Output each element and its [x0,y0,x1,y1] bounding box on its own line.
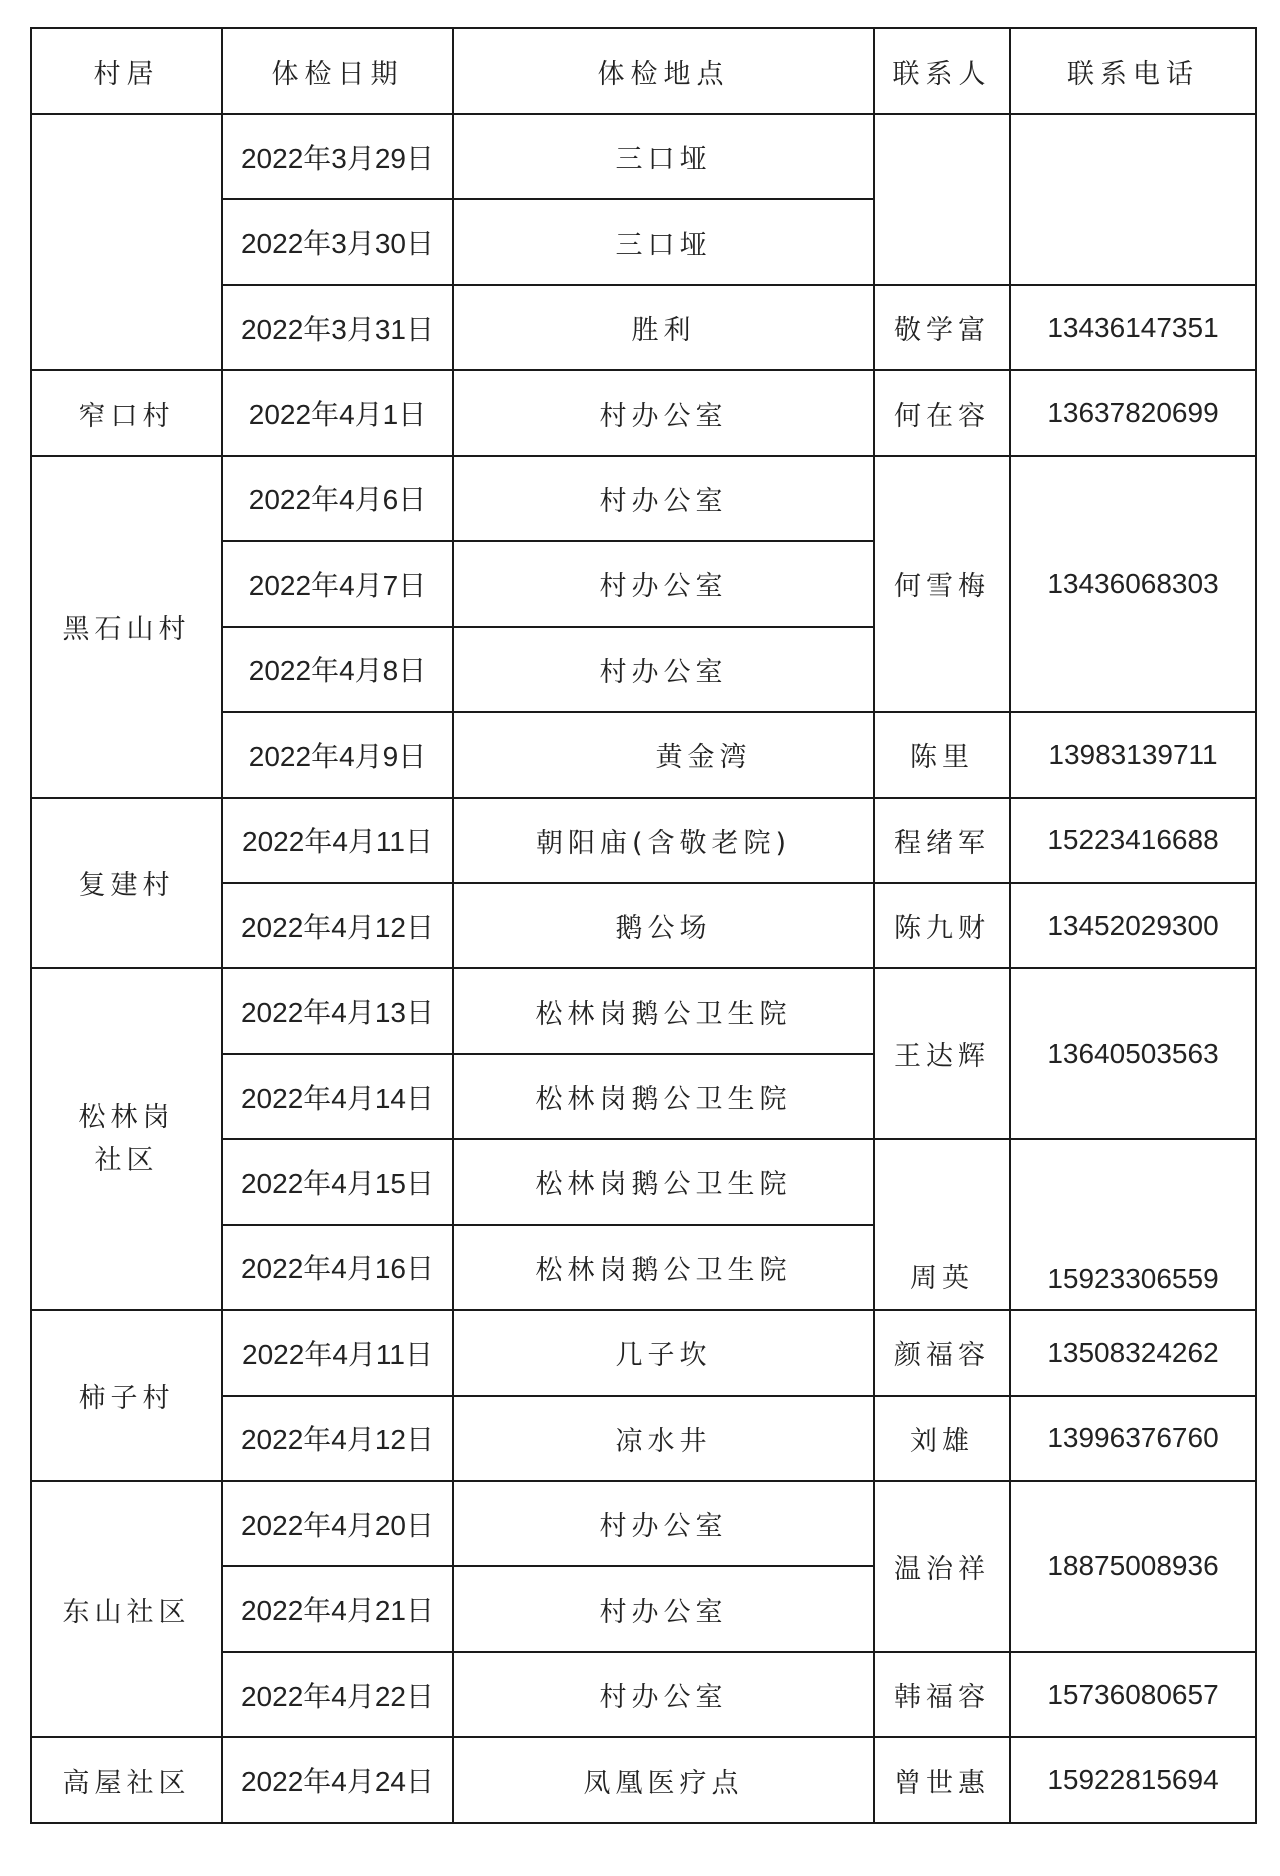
date-cell: 2022年3月29日 [222,114,453,199]
phone-cell-empty [1010,114,1256,285]
contact-cell: 何雪梅 [874,456,1010,712]
contact-cell: 韩福容 [874,1652,1010,1737]
date-cell: 2022年3月31日 [222,285,453,370]
date-cell: 2022年4月20日 [222,1481,453,1566]
contact-cell: 敬学富 [874,285,1010,370]
place-cell: 村办公室 [453,1566,874,1651]
table-row [31,1737,1256,1823]
phone-cell: 13436068303 [1010,456,1256,712]
phone-cell: 15223416688 [1010,798,1256,883]
place-cell: 黄金湾 [453,712,874,797]
place-cell: 三口垭 [453,114,874,199]
contact-cell: 王达辉 [874,968,1010,1139]
place-cell: 村办公室 [453,1652,874,1737]
phone-cell: 13640503563 [1010,968,1256,1139]
place-cell: 三口垭 [453,199,874,284]
place-cell: 凉水井 [453,1396,874,1481]
place-cell: 凤凰医疗点 [453,1737,874,1823]
date-cell: 2022年4月21日 [222,1566,453,1651]
date-cell: 2022年4月16日 [222,1225,453,1310]
table-row [31,1310,1256,1395]
phone-cell: 13436147351 [1010,285,1256,370]
header-row [31,28,1256,114]
place-cell: 村办公室 [453,456,874,541]
header-contact: 联系人 [874,28,1010,114]
phone-cell: 18875008936 [1010,1481,1256,1652]
village-cell-empty [31,114,222,370]
contact-cell: 程绪军 [874,798,1010,883]
village-cell [31,968,222,1310]
date-cell: 2022年4月14日 [222,1054,453,1139]
date-cell: 2022年4月8日 [222,627,453,712]
date-cell: 2022年3月30日 [222,199,453,284]
place-cell: 鹅公场 [453,883,874,968]
contact-cell: 周英 [874,1139,1010,1310]
place-cell: 松林岗鹅公卫生院 [453,1139,874,1224]
village-cell: 黑石山村 [31,456,222,798]
place-cell: 村办公室 [453,627,874,712]
place-cell: 朝阳庙(含敬老院) [453,798,874,883]
date-cell: 2022年4月15日 [222,1139,453,1224]
table-row [31,798,1256,883]
contact-cell: 陈九财 [874,883,1010,968]
contact-cell: 温治祥 [874,1481,1010,1652]
phone-cell: 13996376760 [1010,1396,1256,1481]
village-line: 松林岗 [78,1102,175,1134]
table-row [31,968,1256,1053]
village-cell: 复建村 [31,798,222,969]
contact-cell: 何在容 [874,370,1010,455]
phone-cell: 15736080657 [1010,1652,1256,1737]
header-place: 体检地点 [453,28,874,114]
place-cell: 胜利 [453,285,874,370]
village-cell: 东山社区 [31,1481,222,1737]
date-cell: 2022年4月1日 [222,370,453,455]
phone-cell: 13508324262 [1010,1310,1256,1395]
date-cell: 2022年4月24日 [222,1737,453,1823]
place-cell: 松林岗鹅公卫生院 [453,968,874,1053]
village-line: 社区 [94,1145,159,1177]
contact-cell: 陈里 [874,712,1010,797]
table-row [31,370,1256,455]
village-cell: 柿子村 [31,1310,222,1481]
contact-cell: 刘雄 [874,1396,1010,1481]
date-cell: 2022年4月6日 [222,456,453,541]
place-cell: 村办公室 [453,1481,874,1566]
header-village: 村居 [31,28,222,114]
date-cell: 2022年4月12日 [222,883,453,968]
date-cell: 2022年4月12日 [222,1396,453,1481]
header-date: 体检日期 [222,28,453,114]
place-cell: 村办公室 [453,541,874,626]
table-row [31,456,1256,541]
phone-cell: 13452029300 [1010,883,1256,968]
place-cell: 几子坎 [453,1310,874,1395]
date-cell: 2022年4月7日 [222,541,453,626]
village-cell: 高屋社区 [31,1737,222,1823]
phone-cell: 15922815694 [1010,1737,1256,1823]
table-row [31,114,1256,199]
date-cell: 2022年4月22日 [222,1652,453,1737]
place-cell: 村办公室 [453,370,874,455]
date-cell: 2022年4月13日 [222,968,453,1053]
place-cell: 松林岗鹅公卫生院 [453,1225,874,1310]
village-cell: 窄口村 [31,370,222,455]
phone-cell: 13983139711 [1010,712,1256,797]
contact-cell: 曾世惠 [874,1737,1010,1823]
date-cell: 2022年4月11日 [222,798,453,883]
phone-cell: 15923306559 [1010,1139,1256,1310]
phone-cell: 13637820699 [1010,370,1256,455]
contact-cell: 颜福容 [874,1310,1010,1395]
checkup-schedule-table [30,27,1257,1824]
contact-cell-empty [874,114,1010,285]
date-cell: 2022年4月9日 [222,712,453,797]
place-cell: 松林岗鹅公卫生院 [453,1054,874,1139]
header-phone: 联系电话 [1010,28,1256,114]
table-row [31,1481,1256,1566]
date-cell: 2022年4月11日 [222,1310,453,1395]
